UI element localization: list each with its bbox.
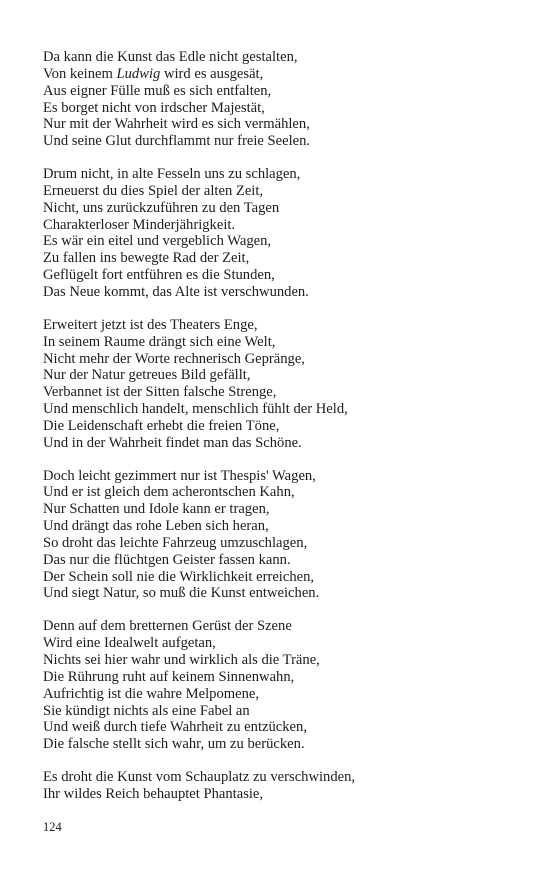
verse-line: Erneuerst du dies Spiel der alten Zeit, xyxy=(43,182,264,199)
poem-body xyxy=(43,49,513,819)
verse-line: Und er ist gleich dem acherontschen Kahn, xyxy=(43,484,295,501)
verse-line: Die Rührung ruht auf keinem Sinnenwahn, xyxy=(43,668,295,685)
verse-line xyxy=(43,66,513,83)
verse-line: Geflügelt fort entführen es die Stunden, xyxy=(43,267,275,284)
verse-line: Die falsche stellt sich wahr, um zu berücken. xyxy=(43,736,305,753)
stanza xyxy=(43,769,513,803)
stanza xyxy=(43,317,513,452)
verse-line: Drum nicht, in alte Fesseln uns zu schlagen, xyxy=(43,166,301,183)
stanza xyxy=(43,618,513,753)
verse-line: Das Neue kommt, das Alte ist verschwunden. xyxy=(43,283,309,300)
stanza xyxy=(43,468,513,603)
verse-line: Es wär ein eitel und vergeblich Wagen, xyxy=(43,233,272,250)
verse-text: Von keinem xyxy=(43,65,117,82)
stanza xyxy=(43,166,513,301)
verse-line: Nur der Natur getreues Bild gefällt, xyxy=(43,367,251,384)
verse-line: Und seine Glut durchflammt nur freie Seelen. xyxy=(43,133,311,150)
verse-line: Verbannet ist der Sitten falsche Strenge, xyxy=(43,384,277,401)
verse-line: Aufrichtig ist die wahre Melpomene, xyxy=(43,685,260,702)
page-number: 124 xyxy=(43,820,62,834)
verse-line: Es borget nicht von irdscher Majestät, xyxy=(43,99,265,116)
verse-line: Und in der Wahrheit findet man das Schöne. xyxy=(43,434,302,451)
verse-line: Das nur die flüchtgen Geister fassen kann. xyxy=(43,551,291,568)
verse-line: Und menschlich handelt, menschlich fühlt der Held, xyxy=(43,401,348,418)
verse-line: Nichts sei hier wahr und wirklich als die Träne, xyxy=(43,652,320,668)
verse-line: Nur Schatten und Idole kann er tragen, xyxy=(43,501,270,518)
verse-line: Die Leidenschaft erhebt die freien Töne, xyxy=(43,417,280,434)
verse-line: Und weiß durch tiefe Wahrheit zu entzücken, xyxy=(43,719,307,736)
verse-line: Wird eine Idealwelt aufgetan, xyxy=(43,635,216,652)
verse-line: Erweitert jetzt ist des Theaters Enge, xyxy=(43,316,258,333)
verse-text: wird es ausgesät, xyxy=(160,65,264,82)
verse-line: Und drängt das rohe Leben sich heran, xyxy=(43,518,269,535)
verse-line: Aus eigner Fülle muß es sich entfalten, xyxy=(43,82,272,99)
italic-name: Ludwig xyxy=(116,65,161,82)
verse-line: Der Schein soll nie die Wirklichkeit erreichen, xyxy=(43,568,315,585)
verse-line: Nur mit der Wahrheit wird es sich vermählen, xyxy=(43,116,310,133)
verse-line: Da kann die Kunst das Edle nicht gestalten, xyxy=(43,49,298,65)
verse-line: So droht das leichte Fahrzeug umzuschlagen, xyxy=(43,534,308,551)
verse-line: Denn auf dem bretternen Gerüst der Szene xyxy=(43,618,292,635)
verse-line: Nicht, uns zurückzuführen zu den Tagen xyxy=(43,199,280,216)
verse-line: Zu fallen ins bewegte Rad der Zeit, xyxy=(43,250,250,267)
verse-line: Doch leicht gezimmert nur ist Thespis' Wagen, xyxy=(43,467,316,484)
stanza xyxy=(43,49,513,150)
verse-line: Sie kündigt nichts als eine Fabel an xyxy=(43,702,250,719)
verse-line: In seinem Raume drängt sich eine Welt, xyxy=(43,333,276,350)
verse-line: Nicht mehr der Worte rechnerisch Gepränge, xyxy=(43,350,305,367)
verse-line: Und siegt Natur, so muß die Kunst entweichen. xyxy=(43,585,320,602)
verse-line: Es droht die Kunst vom Schauplatz zu verschwinden, xyxy=(43,769,356,786)
verse-line: Ihr wildes Reich behauptet Phantasie, xyxy=(43,785,264,802)
stanza-container xyxy=(43,49,513,803)
verse-line: Charakterloser Minderjährigkeit. xyxy=(43,216,236,233)
